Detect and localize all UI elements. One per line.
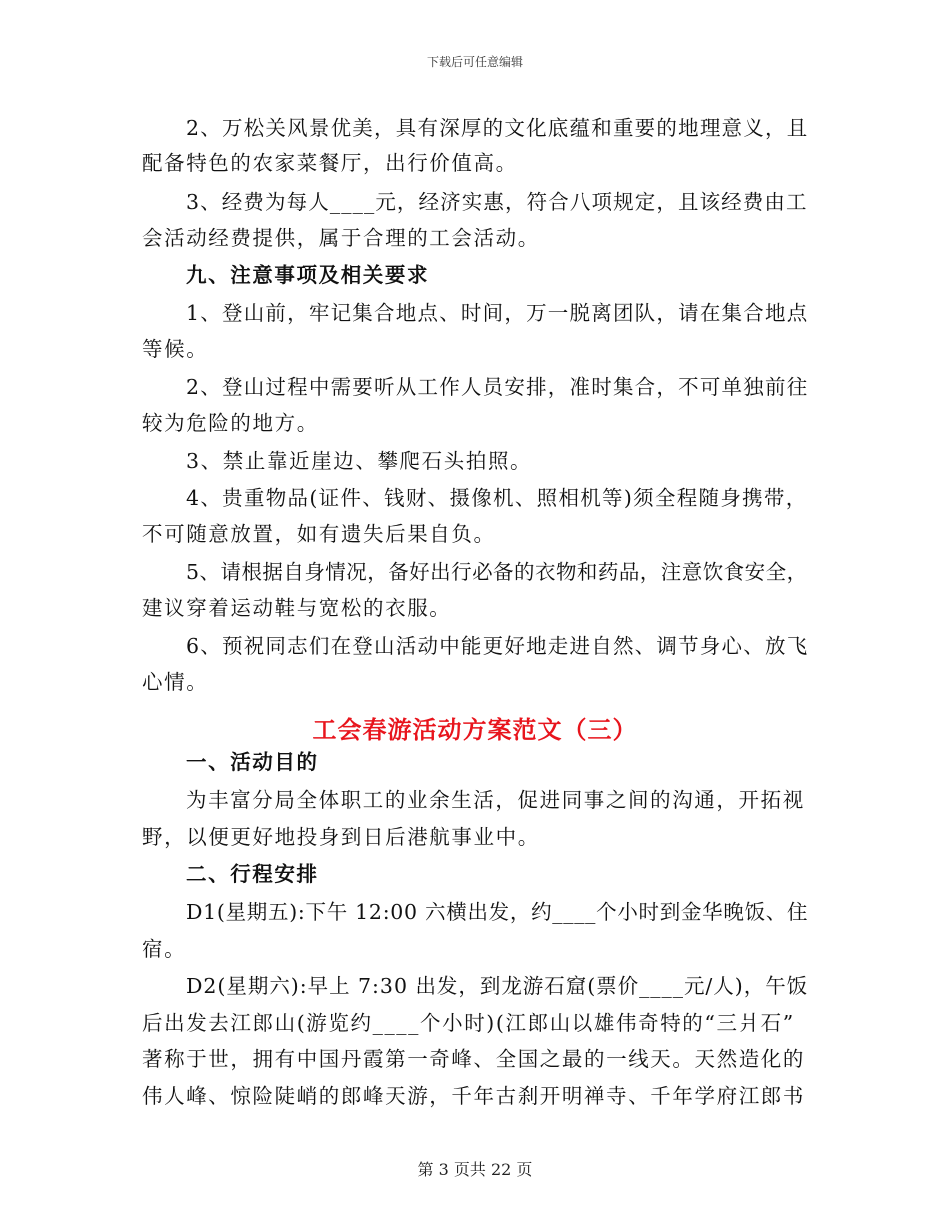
text-line: 3、禁止靠近崖边、攀爬石头拍照。 [186, 449, 533, 473]
text-line: 2、登山过程中需要听从工作人员安排，准时集合，不可单独前往 [186, 375, 809, 399]
page-footer: 第 3 页共 22 页 [417, 1160, 533, 1179]
document-title: 工会春游活动方案范文（三） [312, 716, 638, 744]
text-line: 1、登山前，牢记集合地点、时间，万一脱离团队，请在集合地点 [186, 301, 809, 325]
text-line: 著称于世，拥有中国丹霞第一奇峰、全国之最的一线天。天然造化的 [142, 1047, 805, 1071]
text-line: 野，以便更好地投身到日后港航事业中。 [142, 825, 540, 849]
text-line: 4、贵重物品(证件、钱财、摄像机、照相机等)须全程随身携带， [186, 486, 808, 510]
text-line: 会活动经费提供，属于合理的工会活动。 [142, 226, 540, 250]
text-line: 配备特色的农家菜餐厅，出行价值高。 [142, 151, 518, 175]
text-line: 较为危险的地方。 [142, 411, 319, 435]
text-line: 3、经费为每人____元，经济实惠，符合八项规定，且该经费由工 [186, 190, 808, 214]
text-line: 2、万松关风景优美，具有深厚的文化底蕴和重要的地理意义，且 [186, 116, 809, 140]
section-heading: 一、活动目的 [186, 750, 319, 774]
section-heading: 二、行程安排 [186, 862, 319, 886]
text-line: 伟人峰、惊险陡峭的郎峰天游，千年古刹开明禅寺、千年学府江郎书 [142, 1084, 805, 1108]
text-line: 等候。 [142, 337, 209, 361]
text-line: 6、预祝同志们在登山活动中能更好地走进自然、调节身心、放飞 [186, 634, 809, 658]
text-line: 后出发去江郎山(游览约____个小时)(江郎山以雄伟奇特的“三爿石” [142, 1011, 795, 1035]
section-heading: 九、注意事项及相关要求 [186, 263, 430, 287]
text-line: 为丰富分局全体职工的业余生活，促进同事之间的沟通，开拓视 [186, 788, 805, 812]
text-line: 5、请根据自身情况，备好出行必备的衣物和药品，注意饮食安全， [186, 560, 808, 584]
text-line: 心情。 [142, 670, 209, 694]
page-header: 下载后可任意编辑 [426, 55, 523, 69]
text-line: D2(星期六):早上 7:30 出发，到龙游石窟(票价____元/人)，午饭 [186, 974, 809, 998]
text-line: 宿。 [142, 937, 187, 961]
text-line: 不可随意放置，如有遗失后果自负。 [142, 522, 496, 546]
text-line: D1(星期五):下午 12:00 六横出发，约____个小时到金华晚饭、住 [186, 900, 809, 924]
text-line: 建议穿着运动鞋与宽松的衣服。 [142, 596, 452, 620]
